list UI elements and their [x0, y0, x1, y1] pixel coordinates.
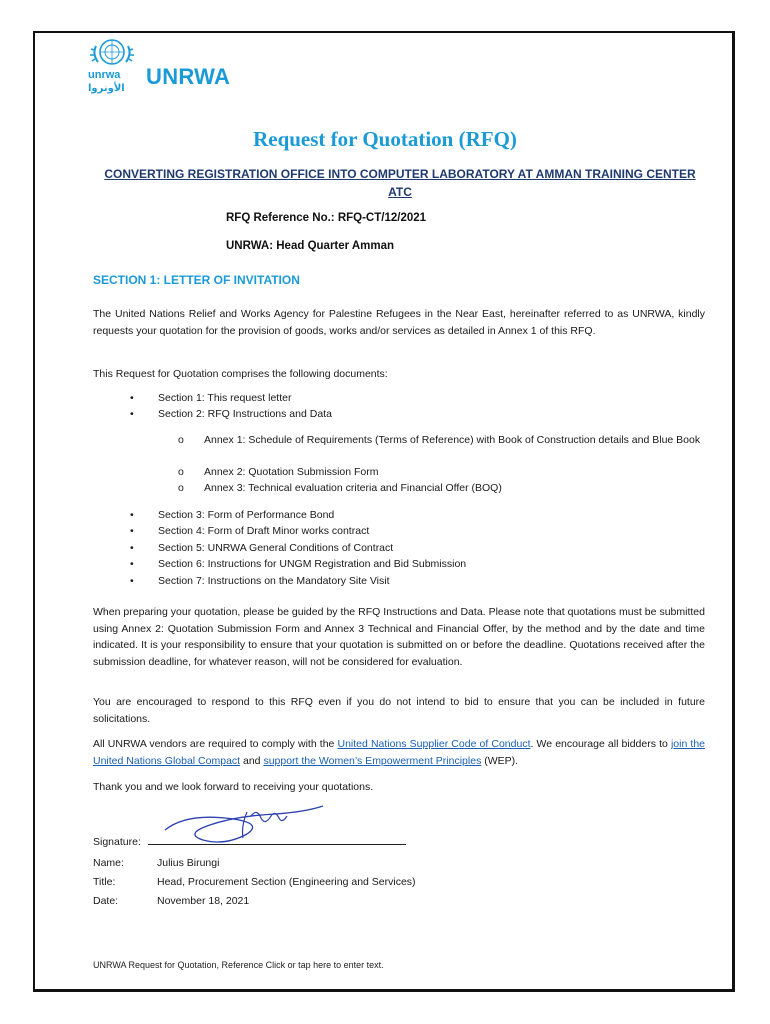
date-label: Date:: [93, 895, 119, 907]
bullet-icon: •: [130, 509, 134, 521]
name-row: [93, 857, 220, 869]
annex-item: o Annex 2: Quotation Submission Form: [178, 464, 708, 481]
signature-label: Signature:: [93, 836, 141, 848]
logo-wordmark: UNRWA: [146, 64, 231, 89]
signature-row: [93, 836, 141, 848]
logo-arabic-text: الأونروا: [88, 83, 125, 94]
intro-paragraph: The United Nations Relief and Works Agency for Palestine Refugees in the Near East, hereinafter referred to as UNRWA, kindly requests your quotation for the provision of goods, works and/or services as detailed in Annex 1 of this RFQ.: [93, 308, 705, 337]
signature-line: [148, 844, 406, 845]
name-value: Julius Birungi: [157, 857, 220, 869]
office-line: UNRWA: Head Quarter Amman: [226, 240, 395, 252]
bullet-icon: •: [130, 392, 134, 404]
circle-bullet-icon: o: [178, 466, 184, 478]
bullet-icon: •: [130, 575, 134, 587]
supplier-code-link[interactable]: United Nations Supplier Code of Conduct: [337, 738, 531, 750]
circle-bullet-icon: o: [178, 434, 184, 446]
vendors-paragraph: All UNRWA vendors are required to comply with the United Nations Supplier Code of Conduct. We encourage all bidders to join the United Nations Global Compact and support the Women’s Empowerment Principles (WEP).: [93, 738, 706, 767]
title-row: [93, 876, 416, 888]
date-row: [93, 895, 250, 907]
circle-bullet-icon: o: [178, 482, 184, 494]
annex-item: o Annex 3: Technical evaluation criteria and Financial Offer (BOQ): [178, 480, 708, 497]
thanks-paragraph: Thank you and we look forward to receiving your quotations.: [93, 781, 374, 793]
name-label: Name:: [93, 857, 124, 869]
bullet-icon: •: [130, 558, 134, 570]
section-heading: SECTION 1: LETTER OF INVITATION: [93, 273, 300, 287]
bullet-icon: •: [130, 525, 134, 537]
wep-link[interactable]: support the Women’s Empowerment Principles: [263, 754, 482, 767]
logo-latin-text: unrwa: [88, 69, 121, 81]
bullet-icon: •: [130, 542, 134, 554]
title-label: Title:: [93, 876, 116, 888]
un-emblem-icon: [90, 40, 134, 64]
date-value: November 18, 2021: [157, 895, 250, 907]
rfq-reference: RFQ Reference No.: RFQ-CT/12/2021: [226, 212, 427, 224]
comprises-paragraph: This Request for Quotation comprises the following documents:: [93, 368, 388, 380]
global-compact-link[interactable]: join the United Nations Global Compact: [93, 738, 706, 767]
annex-item: o Annex 1: Schedule of Requirements (Terms of Reference) with Book of Construction details and Blue Book: [178, 432, 708, 449]
project-subtitle: CONVERTING REGISTRATION OFFICE INTO COMPUTER LABORATORY AT AMMAN TRAINING CENTER ATC: [104, 167, 696, 199]
page-footer: UNRWA Request for Quotation, Reference Click or tap here to enter text.: [93, 960, 384, 970]
title-value: Head, Procurement Section (Engineering and Services): [157, 876, 416, 888]
page-title: Request for Quotation (RFQ): [253, 127, 517, 151]
encouraged-paragraph: You are encouraged to respond to this RFQ even if you do not intend to bid to ensure that you can be included in future solicitations.: [93, 696, 705, 725]
preparing-paragraph: When preparing your quotation, please be guided by the RFQ Instructions and Data. Please note that quotations must be submitted using Annex 2: Quotation Submission Form and Annex 3 Technical and Financial Offer, by the method and by the date and time indicated. It is your responsibility to ensure that your quotation is submitted on or before the deadline. Quotations received after the submission deadline, for whatever reason, will not be considered for evaluation.: [93, 606, 705, 668]
bullet-icon: •: [130, 408, 134, 420]
